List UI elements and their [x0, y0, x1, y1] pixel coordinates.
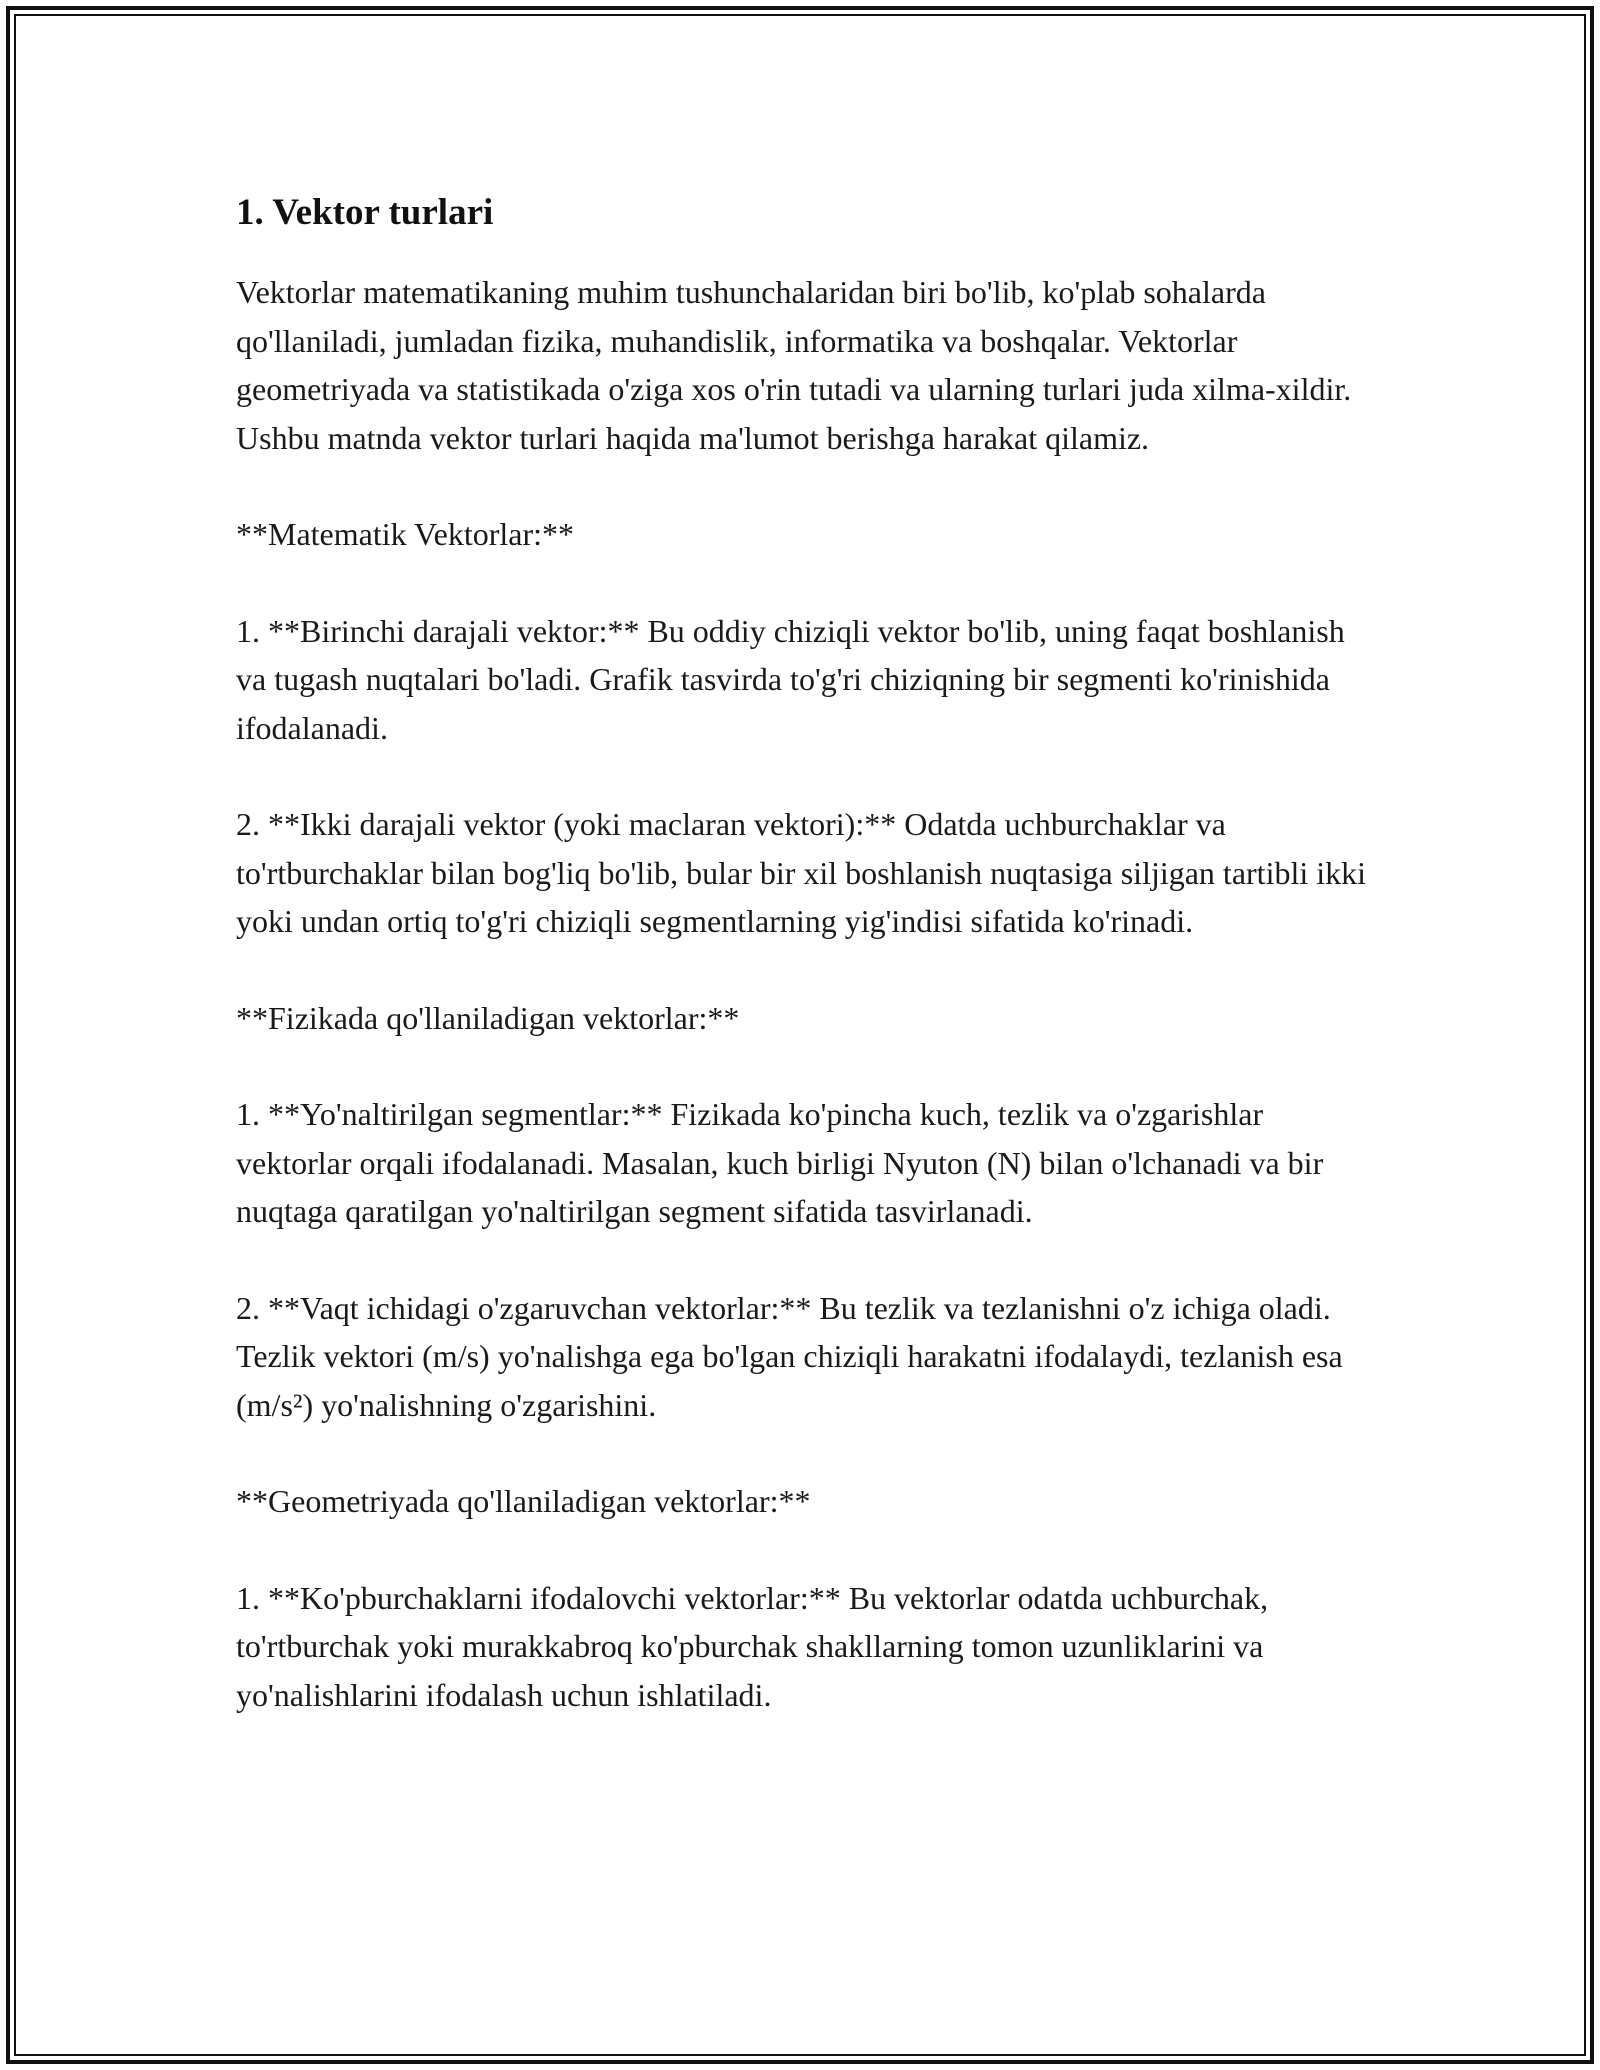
section-heading-physics-vectors: **Fizikada qo'llaniladigan vektorlar:**	[236, 999, 740, 1036]
list-item-directed-segments: 1. **Yo'naltirilgan segmentlar:** Fizikada ko'pincha kuch, tezlik va o'zgarishlar vektorlar orqali ifodalanadi. Masalan, kuch birligi Nyuton (N) bilan o'lchanadi va bir nuqtaga qaratilgan yo'naltirilgan segment sifatida tasvirlanadi.	[236, 1096, 1324, 1229]
list-item-polygon-vectors: 1. **Ko'pburchaklarni ifodalovchi vektorlar:** Bu vektorlar odatda uchburchak, to'rtburchak yoki murakkabroq ko'pburchak shakllarning tomon uzunliklarini va yo'nalishlarini ifodalash uchun ishlatiladi.	[236, 1579, 1269, 1713]
document-body	[236, 186, 1376, 1767]
list-item-time-varying-vectors: 2. **Vaqt ichidagi o'zgaruvchan vektorlar:** Bu tezlik va tezlanishni o'z ichiga oladi. Tezlik vektori (m/s) yo'nalishga ega bo'lgan chiziqli harakatni ifodalaydi, tezlanish esa (m/s²) yo'nalishning o'zgarishini.	[236, 1289, 1343, 1423]
section-heading-mathematical-vectors: **Matematik Vektorlar:**	[236, 516, 574, 552]
intro-paragraph: Vektorlar matematikaning muhim tushunchalaridan biri bo'lib, ko'plab sohalarda qo'llaniladi, jumladan fizika, muhandislik, informatika va boshqalar. Vektorlar geometriyada va statistikada o'ziga xos o'rin tutadi va ularning turlari juda xilma-xildir. Ushbu matnda vektor turlari haqida ma'lumot berishga harakat qilamiz.	[236, 274, 1352, 456]
list-item-first-order-vector: 1. **Birinchi darajali vektor:** Bu oddiy chiziqli vektor bo'lib, uning faqat boshlanish va tugash nuqtalari bo'ladi. Grafik tasvirda to'g'ri chiziqning bir segmenti ko'rinishida ifodalanadi.	[236, 612, 1345, 746]
document-title: 1. Vektor turlari	[236, 192, 494, 233]
list-item-second-order-vector: 2. **Ikki darajali vektor (yoki maclaran vektori):** Odatda uchburchaklar va to'rtburchaklar bilan bog'liq bo'lib, bular bir xil boshlanish nuqtasiga siljigan tartibli ikki yoki undan ortiq to'g'ri chiziqli segmentlarning yig'indisi sifatida ko'rinadi.	[236, 806, 1367, 939]
section-heading-geometry-vectors: **Geometriyada qo'llaniladigan vektorlar:**	[236, 1483, 811, 1519]
